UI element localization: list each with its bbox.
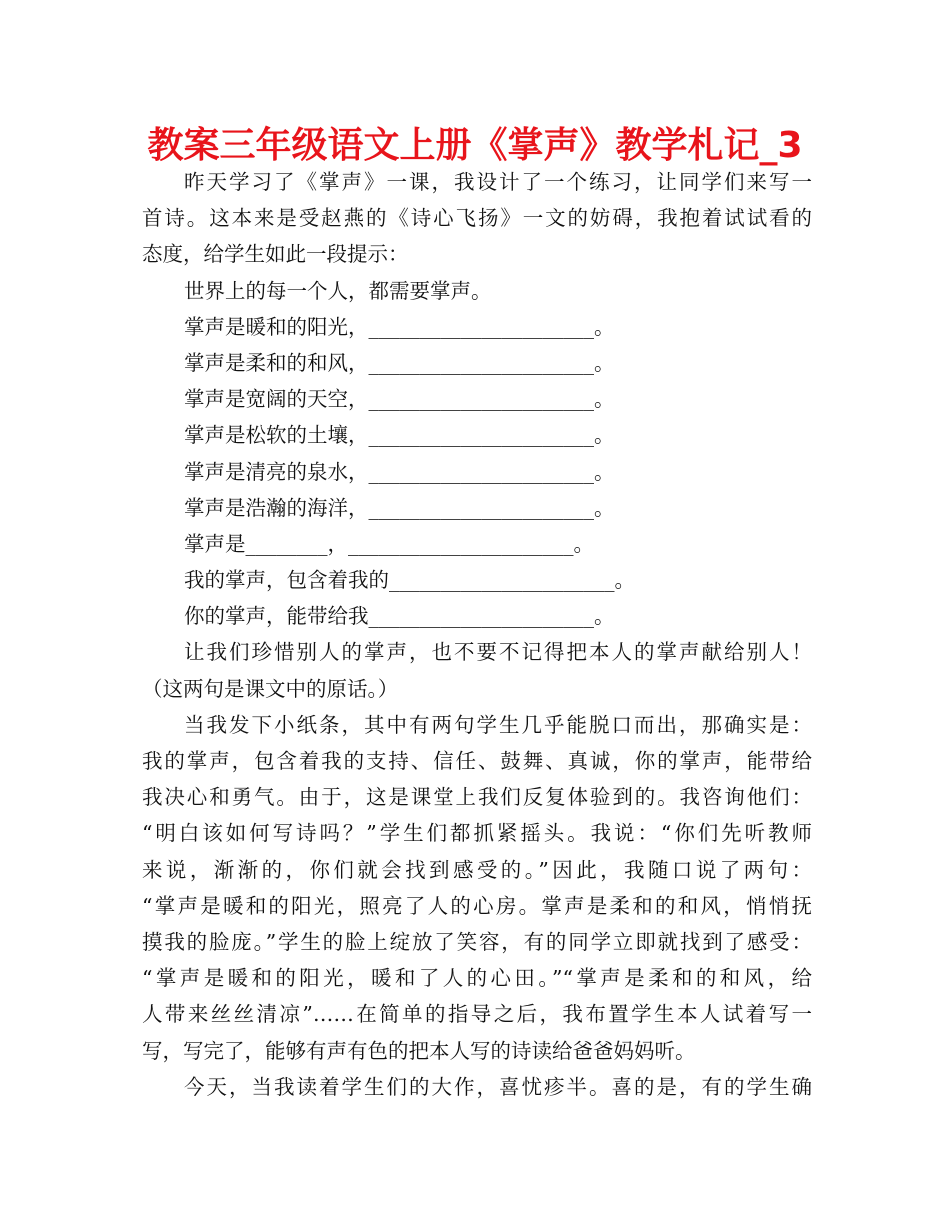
paragraph-line: 昨天学习了《掌声》一课，我设计了一个练习，让同学们来写一 xyxy=(184,170,812,194)
poem-blank-line: 掌声是松软的土壤，______________________。 xyxy=(184,423,615,448)
paragraph-line: “掌声是暖和的阳光，照亮了人的心房。掌声是柔和的和风，悄悄抚 xyxy=(142,893,812,918)
poem-blank-line: 我的掌声，包含着我的______________________。 xyxy=(184,568,635,593)
paragraph-line: 写，写完了，能够有声有色的把本人写的诗读给爸爸妈妈听。 xyxy=(142,1038,696,1063)
poem-blank-line: 掌声是清亮的泉水，______________________。 xyxy=(184,459,615,484)
poem-blank-line: 掌声是宽阔的天空，______________________。 xyxy=(184,387,615,412)
poem-blank-line: 掌声是浩瀚的海洋，______________________。 xyxy=(184,495,615,520)
paragraph-line: 态度，给学生如此一段提示： xyxy=(142,242,409,267)
paragraph-line: 摸我的脸庞。”学生的脸上绽放了笑容，有的同学立即就找到了感受： xyxy=(142,929,812,954)
paragraph-line: 当我发下小纸条，其中有两句学生几乎能脱口而出，那确实是： xyxy=(184,712,812,737)
paragraph-line: 首诗。这本来是受赵燕的《诗心飞扬》一文的妨碍，我抱着试试看的 xyxy=(142,206,812,231)
paragraph-line: 我的掌声，包含着我的支持、信任、鼓舞、真诚，你的掌声，能带给 xyxy=(142,749,812,773)
document-body xyxy=(142,164,812,1105)
poem-line: 让我们珍惜别人的掌声，也不要不记得把本人的掌声献给别人！ xyxy=(184,640,812,665)
poem-blank-line: 掌声是暖和的阳光，______________________。 xyxy=(184,314,615,339)
paragraph-line: 今天，当我读着学生们的大作，喜忧疹半。喜的是，有的学生确 xyxy=(184,1074,812,1099)
poem-blank-line: 你的掌声，能带给我______________________。 xyxy=(184,604,615,629)
document-title: 教案三年级语文上册《掌声》教学札记_3 xyxy=(147,125,803,166)
poem-blank-line: 掌声是________，______________________。 xyxy=(184,531,594,556)
paragraph-line: “掌声是暖和的阳光，暖和了人的心田。”“掌声是柔和的和风，给 xyxy=(142,966,812,991)
poem-blank-line: 掌声是柔和的和风，______________________。 xyxy=(184,350,615,375)
paragraph-line: 来说，渐渐的，你们就会找到感受的。”因此，我随口说了两句： xyxy=(142,857,812,882)
paragraph-line: （这两句是课文中的原话。） xyxy=(142,676,399,701)
paragraph-line: 我决心和勇气。由于，这是课堂上我们反复体验到的。我咨询他们： xyxy=(142,785,812,810)
paragraph-line: 人带来丝丝清凉”……在简单的指导之后，我布置学生本人试着写一 xyxy=(142,1002,812,1027)
poem-line: 世界上的每一个人，都需要掌声。 xyxy=(184,278,492,303)
paragraph-line: “明白该如何写诗吗？”学生们都抓紧摇头。我说：“你们先听教师 xyxy=(142,821,812,846)
